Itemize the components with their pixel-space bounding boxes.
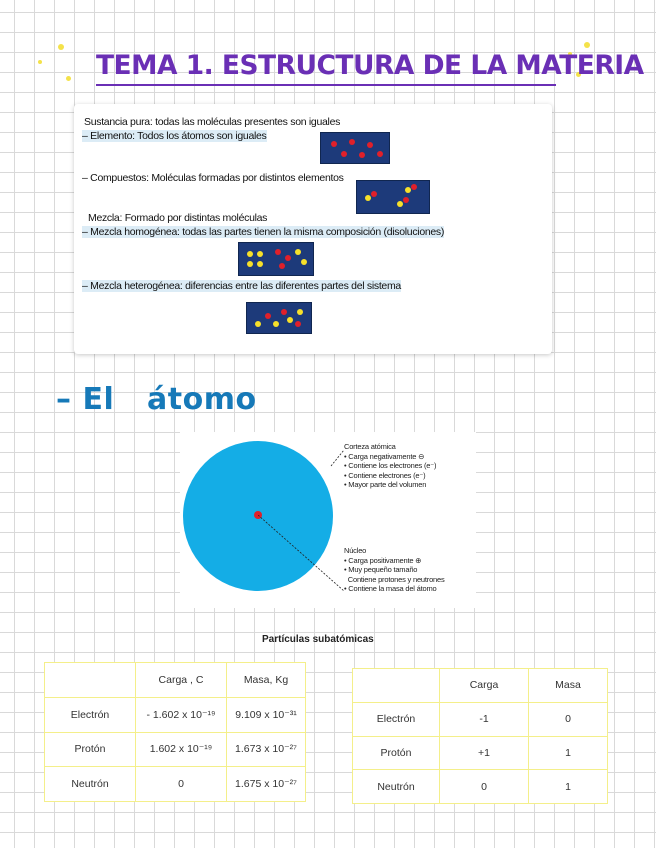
table-header-cell: Masa [529,669,608,703]
cortex-note-line: • Mayor parte del volumen [344,480,427,489]
heterogeneous-text: – Mezcla heterogénea: diferencias entre las diferentes partes del sistema [82,280,401,292]
cortex-note-line: • Contiene los electrones (e⁻) [344,461,437,470]
page-title: TEMA 1. ESTRUCTURA DE LA MATERIA [96,50,644,81]
compound-molecules-image [356,180,430,214]
table-cell: 0 [440,770,529,804]
table-header-cell: Carga , C [136,663,227,698]
homogeneous-mixture-image [238,242,314,276]
table-cell: Neutrón [353,770,440,804]
compound-text: – Compuestos: Moléculas formadas por distintos elementos [82,172,344,184]
table-cell: 0 [136,767,227,802]
element-molecules-image [320,132,390,164]
table-cell: +1 [440,736,529,770]
cortex-notes [344,442,436,490]
table-header-cell: Masa, Kg [227,663,306,698]
table-cell: -1 [440,702,529,736]
table-cell: Protón [45,732,136,767]
table-row [353,702,608,736]
nucleus-note-line: • Contiene la masa del átomo [344,584,437,593]
atom-section-heading: – El átomo [56,382,257,417]
sparkle-decoration [66,76,71,81]
table-cell: Neutrón [45,767,136,802]
table-header-cell [353,669,440,703]
sparkle-decoration [38,60,42,64]
table-cell: 0 [529,702,608,736]
sparkle-decoration [584,42,590,48]
table-row [45,697,306,732]
table-row [45,767,306,802]
nucleus-notes-title: Núcleo [344,546,367,555]
particles-table-si [44,662,306,802]
table-cell: 1.673 x 10⁻²⁷ [227,732,306,767]
table-row [353,770,608,804]
table-cell: 1 [529,770,608,804]
table-header-cell [45,663,136,698]
element-text: – Elemento: Todos los átomos son iguales [82,130,267,142]
table-cell: Protón [353,736,440,770]
nucleus-note-line: Contiene protones y neutrones [344,574,445,584]
table-header-cell: Carga [440,669,529,703]
cortex-note-line: • Contiene electrones (e⁻) [344,470,426,480]
table-cell: Electrón [45,697,136,732]
table-cell: 1.602 x 10⁻¹⁹ [136,732,227,767]
nucleus-note-line: • Carga positivamente ⊕ [344,555,422,565]
particles-subtitle: Partículas subatómicas [262,634,374,645]
table-row [353,736,608,770]
table-cell: 9.109 x 10⁻³¹ [227,697,306,732]
table-cell: - 1.602 x 10⁻¹⁹ [136,697,227,732]
title-underline [96,84,556,86]
particles-table-relative [352,668,608,804]
nucleus-notes [344,546,445,594]
table-cell: 1.675 x 10⁻²⁷ [227,767,306,802]
table-header-row [45,663,306,698]
cortex-notes-title: Corteza atómica [344,442,396,451]
heterogeneous-mixture-image [246,302,312,334]
table-cell: 1 [529,736,608,770]
table-cell: Electrón [353,702,440,736]
table-row [45,732,306,767]
mixture-text: Mezcla: Formado por distintas moléculas [88,212,268,224]
sparkle-decoration [58,44,64,50]
table-header-row [353,669,608,703]
pure-substance-text: Sustancia pura: todas las moléculas presentes son iguales [84,116,341,128]
nucleus-pointer-line [258,515,348,595]
nucleus-note-line: • Muy pequeño tamaño [344,565,418,574]
homogeneous-text: – Mezcla homogénea: todas las partes tienen la misma composición (disoluciones) [82,226,445,238]
cortex-note-line: • Carga negativamente ⊖ [344,451,425,461]
